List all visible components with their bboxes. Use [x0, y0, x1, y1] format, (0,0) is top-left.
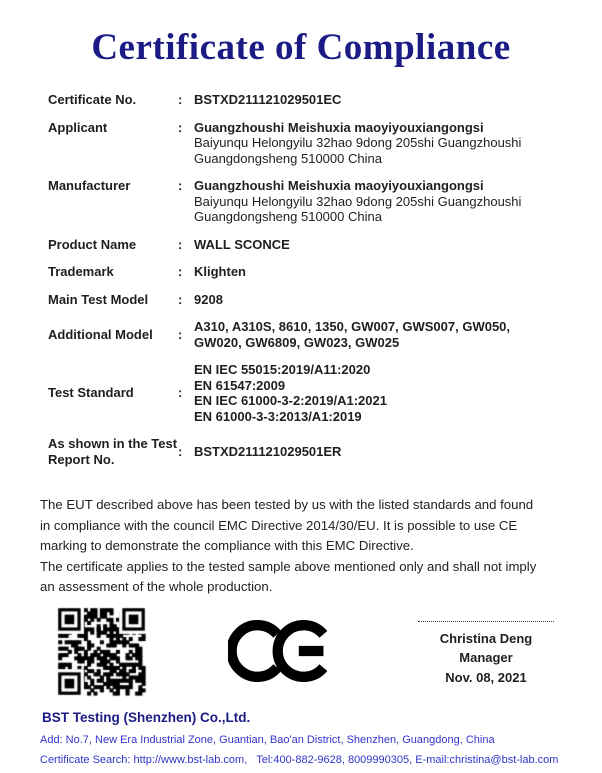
statement-line: The certificate applies to the tested sample above mentioned only and shall not imply [40, 558, 537, 574]
applicant-name: Guangzhoushi Meishuxia maoyiyouxiangongsi [194, 119, 484, 135]
field-label: Manufacturer [48, 178, 131, 193]
field-colon: : [178, 178, 183, 193]
additional-model-line: A310, A310S, 8610, 1350, GW007, GWS007, GW050, [194, 319, 511, 334]
field-label: As shown in the Test Report No. [48, 436, 178, 467]
field-value [194, 264, 562, 280]
field-colon: : [178, 92, 183, 107]
manufacturer-address-line: Guangdongsheng 510000 China [194, 209, 382, 224]
test-standard-line: EN IEC 61000-3-2:2019/A1:2021 [194, 393, 387, 408]
product-name: WALL SCONCE [194, 236, 290, 252]
field-label: Additional Model [48, 326, 153, 342]
field-value [194, 319, 562, 350]
field-value [194, 92, 562, 108]
signer-name: Christina Deng [439, 630, 533, 646]
field-value [194, 292, 562, 308]
field-label: Product Name [48, 236, 137, 252]
signature-dotted-line [418, 621, 554, 622]
main-test-model: 9208 [194, 291, 223, 307]
field-row-applicant [48, 120, 562, 167]
field-row-product-name [48, 237, 562, 253]
field-colon: : [178, 119, 183, 135]
field-label: Applicant [48, 119, 108, 135]
field-row-additional-model [48, 319, 562, 350]
company-address: Add: No.7, New Era Industrial Zone, Guantian, Bao'an District, Shenzhen, Guangdong, China [40, 733, 495, 746]
signature-block [412, 621, 560, 688]
signer-role: Manager [459, 650, 513, 665]
field-row-certificate-no [48, 92, 562, 108]
qr-code-icon [55, 605, 148, 698]
field-colon: : [178, 385, 183, 401]
compliance-statement [40, 495, 572, 598]
test-standard-line: EN IEC 55015:2019/A11:2020 [194, 362, 371, 377]
field-label: Test Standard [48, 385, 134, 401]
field-label: Main Test Model [48, 291, 149, 307]
field-colon: : [178, 326, 183, 342]
statement-line: The EUT described above has been tested by us with the listed standards and found [40, 497, 534, 512]
stamp-row [0, 605, 602, 701]
field-colon: : [178, 264, 183, 279]
ce-mark-icon [228, 611, 333, 691]
field-row-manufacturer [48, 178, 562, 225]
applicant-address-line: Baiyunqu Helongyilu 32hao 9dong 205shi Guangzhoushi [194, 135, 522, 150]
field-value [194, 444, 562, 460]
applicant-address-line: Guangdongsheng 510000 China [194, 150, 382, 166]
footer [40, 710, 602, 766]
field-row-trademark [48, 264, 562, 280]
trademark: Klighten [194, 264, 246, 279]
field-row-main-test-model [48, 292, 562, 308]
field-value [194, 362, 562, 424]
company-name: BST Testing (Shenzhen) Co.,Ltd. [42, 709, 251, 725]
certificate-number: BSTXD211121029501EC [194, 92, 342, 107]
statement-line: marking to demonstrate the compliance with this EMC Directive. [40, 538, 414, 553]
test-standard-line: EN 61000-3-3:2013/A1:2019 [194, 408, 362, 424]
field-row-test-report-no [48, 436, 562, 467]
page-title: Certificate of Compliance [91, 27, 511, 68]
signature-date: Nov. 08, 2021 [445, 669, 527, 685]
field-label: Certificate No. [48, 92, 137, 107]
field-value [194, 120, 562, 167]
additional-model-line: GW020, GW6809, GW023, GW025 [194, 334, 400, 350]
certificate-fields [48, 92, 562, 467]
manufacturer-address-line: Baiyunqu Helongyilu 32hao 9dong 205shi Guangzhoushi [194, 193, 522, 209]
statement-line: an assessment of the whole production. [40, 579, 273, 594]
field-label: Trademark [48, 264, 114, 279]
field-colon: : [178, 291, 183, 307]
certificate-search-line: Certificate Search: http://www.bst-lab.com, Tel:400-882-9628, 8009990305, E-mail:christina@bst-lab.com [40, 753, 559, 766]
field-colon: : [178, 443, 183, 459]
field-row-test-standard [48, 362, 562, 424]
manufacturer-name: Guangzhoushi Meishuxia maoyiyouxiangongsi [194, 178, 484, 193]
field-colon: : [178, 236, 183, 252]
field-value [194, 237, 562, 253]
field-value [194, 178, 562, 225]
test-report-number: BSTXD211121029501ER [194, 443, 342, 459]
test-standard-line: EN 61547:2009 [194, 377, 286, 393]
statement-line: in compliance with the council EMC Directive 2014/30/EU. It is possible to use CE [40, 517, 518, 533]
